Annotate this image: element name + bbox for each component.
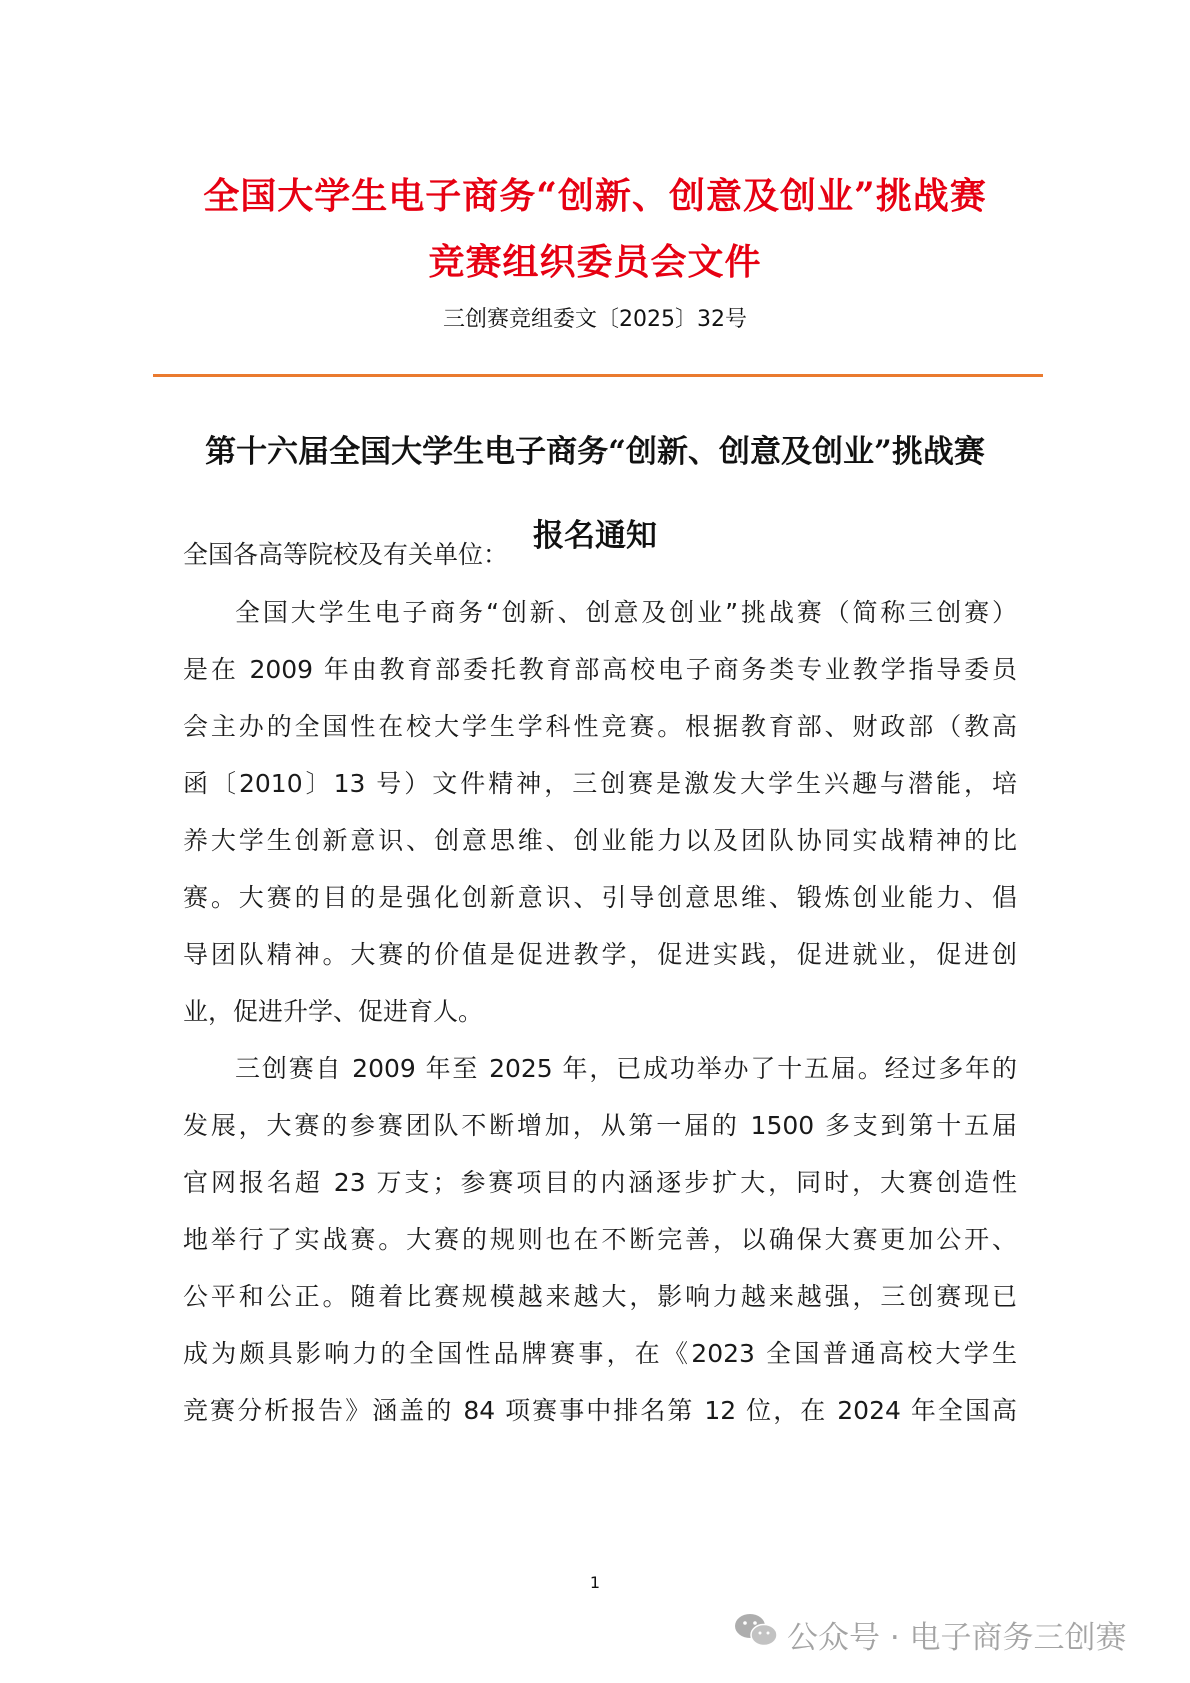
paragraph-line: 地举行了实战赛。大赛的规则也在不断完善，以确保大赛更加公开、 [183, 1225, 1017, 1254]
wechat-icon [733, 1612, 779, 1656]
header-title-line1: 全国大学生电子商务“创新、创意及创业”挑战赛 [203, 175, 987, 217]
document-number: 三创赛竞组委文〔2025〕32号 [443, 307, 747, 332]
paragraph-line: 赛。大赛的目的是强化创新意识、引导创意思维、锻炼创业能力、倡 [183, 883, 1017, 912]
header-divider [153, 374, 1043, 377]
paragraph-line: 函〔2010〕13 号）文件精神，三创赛是激发大学生兴趣与潜能，培 [183, 769, 1017, 798]
paragraph-line: 养大学生创新意识、创意思维、创业能力以及团队协同实战精神的比 [183, 826, 1017, 855]
salutation: 全国各高等院校及有关单位： [183, 540, 509, 569]
paragraph-line: 会主办的全国性在校大学生学科性竞赛。根据教育部、财政部（教高 [183, 712, 1017, 741]
paragraph-line: 发展，大赛的参赛团队不断增加，从第一届的 1500 多支到第十五届 [183, 1111, 1017, 1140]
paragraph-line: 全国大学生电子商务“创新、创意及创业”挑战赛（简称三创赛） [235, 598, 1017, 627]
paragraph-line: 导团队精神。大赛的价值是促进教学，促进实践，促进就业，促进创 [183, 940, 1017, 969]
notice-title-line2: 报名通知 [533, 518, 657, 554]
paragraph-line: 业，促进升学、促进育人。 [183, 997, 484, 1026]
page-number: 1 [589, 1573, 601, 1592]
notice-title-line1: 第十六届全国大学生电子商务“创新、创意及创业”挑战赛 [205, 434, 985, 470]
paragraph-line: 是在 2009 年由教育部委托教育部高校电子商务类专业教学指导委员 [183, 655, 1017, 684]
watermark-text: 公众号 · 电子商务三创赛 [787, 1619, 1127, 1656]
paragraph-line: 成为颇具影响力的全国性品牌赛事，在《2023 全国普通高校大学生 [183, 1339, 1017, 1368]
watermark [733, 1616, 1127, 1656]
paragraph-line: 官网报名超 23 万支；参赛项目的内涵逐步扩大，同时，大赛创造性 [183, 1168, 1017, 1197]
paragraph-line: 竞赛分析报告》涵盖的 84 项赛事中排名第 12 位，在 2024 年全国高 [183, 1396, 1017, 1425]
paragraph-line: 公平和公正。随着比赛规模越来越大，影响力越来越强，三创赛现已 [183, 1282, 1017, 1311]
paragraph-line: 三创赛自 2009 年至 2025 年，已成功举办了十五届。经过多年的 [235, 1054, 1017, 1083]
header-title-line2: 竞赛组织委员会文件 [428, 241, 762, 283]
